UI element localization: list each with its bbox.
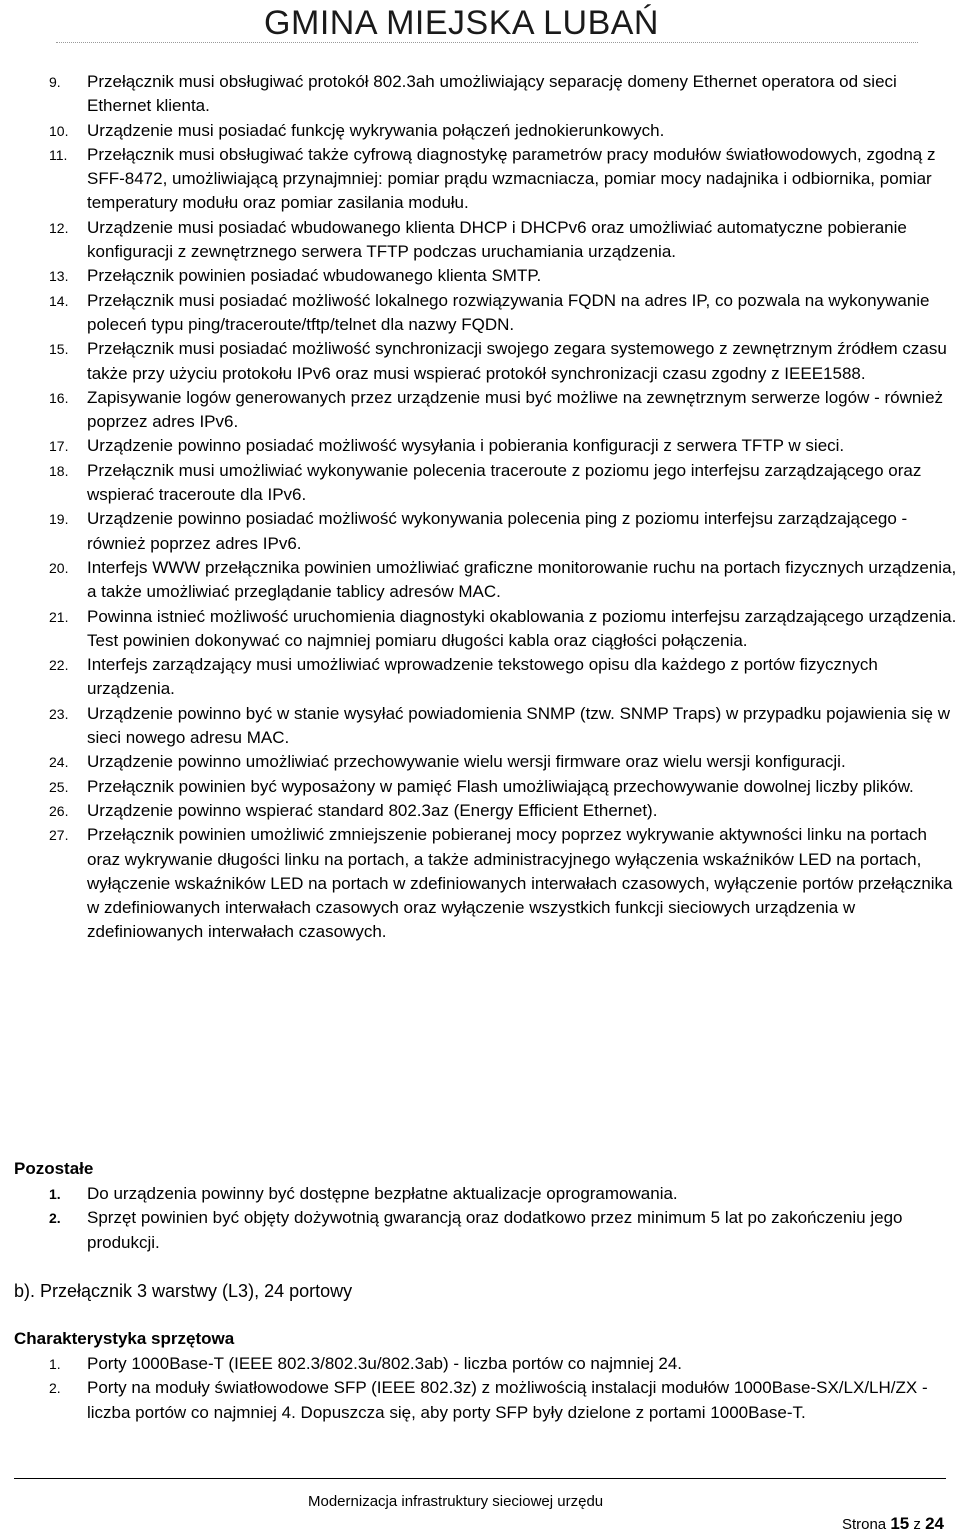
list-item [0,216,957,265]
page-total: 24 [925,1514,944,1533]
item-text: Interfejs zarządzający musi umożliwiać wprowadzenie tekstowego opisu dla każdego z portów fizycznych urządzenia. [87,655,878,699]
page-prefix: Strona [841,1516,887,1533]
item-number: 15. [49,341,69,358]
item-text: Porty 1000Base-T (IEEE 802.3/802.3u/802.3ab) - liczba portów co najmniej 24. [87,1354,683,1373]
item-text: Porty na moduły światłowodowe SFP (IEEE 802.3z) z możliwością instalacji modułów 1000Base-SX/LX/LH/ZX - liczba portów co najmniej 4. Dopuszcza się, aby porty SFP były dzielone z portami 1000Base-T. [87,1378,928,1422]
item-text: Przełącznik musi obsługiwać także cyfrową diagnostykę parametrów pracy modułów światłowodowych, zgodną z SFF-8472, umożliwiającą przynajmniej: pomiar prądu wzmacniacza, pomiar mocy nadajnika i odbiornika, pomiar temperatury modułu oraz pomiar zasilania modułu. [87,144,936,213]
list-item [0,605,957,654]
item-number: 17. [49,438,69,455]
list-item [0,556,957,605]
list-item [0,1182,957,1206]
subsection-title: b). Przełącznik 3 warstwy (L3), 24 portowy [14,1281,353,1301]
list-item [0,1206,957,1255]
item-number: 11. [49,146,68,163]
section-heading-pozostale: Pozostałe [14,1159,94,1178]
pozostale-list [0,1182,957,1255]
item-text: Urządzenie powinno wspierać standard 802.3az (Energy Efficient Ethernet). [87,800,658,820]
footer-divider [14,1478,946,1479]
item-number: 2. [49,1210,61,1227]
requirements-list [0,70,960,945]
list-item [0,1376,957,1425]
list-item [0,775,957,799]
item-text: Przełącznik musi obsługiwać protokół 802.3ah umożliwiający separację domeny Ethernet operatora od sieci Ethernet klienta. [87,72,897,116]
item-number: 1. [49,1186,61,1202]
section-heading-charakterystyka: Charakterystyka sprzętowa [14,1329,235,1348]
list-item [0,434,957,458]
item-number: 25. [49,778,69,795]
list-item [0,337,957,386]
item-text: Urządzenie musi posiadać funkcję wykrywania połączeń jednokierunkowych. [87,120,665,140]
item-number: 10. [49,122,69,139]
item-number: 14. [49,292,69,309]
item-text: Urządzenie powinno posiadać możliwość wykonywania polecenia ping z poziomu interfejsu zarządzającego - również poprzez adres IPv6. [87,509,908,553]
item-text: Przełącznik musi posiadać możliwość lokalnego rozwiązywania FQDN na adres IP, co pozwala na wykonywanie poleceń typu ping/traceroute/tftp/telnet dla nazwy FQDN. [87,290,930,334]
item-text: Urządzenie musi posiadać wbudowanego klienta DHCP i DHCPv6 oraz umożliwiać automatyczne pobieranie konfiguracji z zewnętrznego serwera TFTP podczas uruchamiania urządzenia. [87,217,907,262]
item-text: Zapisywanie logów generowanych przez urządzenie musi być możliwe na zewnętrznym serwerze logów - również poprzez adres IPv6. [87,387,944,432]
item-number: 21. [49,608,69,625]
item-number: 26. [49,802,69,819]
page-header-title: GMINA MIEJSKA LUBAŃ [264,4,659,42]
item-number: 23. [49,705,69,722]
list-item [0,750,957,774]
list-item [0,653,960,702]
item-number: 2. [49,1380,61,1397]
item-text: Przełącznik powinien umożliwić zmniejszenie pobieranej mocy poprzez wykrywanie aktywności linku na portach oraz wykrywanie długości linku na portach, a także administracyjnego wyłączenia wskaźników LED na portach, wyłączenie wskaźników LED na portach w zdefiniowanych interwałach czasowych, wyłączenie portów przełącznika w zdefiniowanych interwałach czasowych oraz wyłączenie wszystkich funkcji sieciowych urządzenia w zdefiniowanych interwałach czasowych. [87,825,953,942]
item-number: 12. [49,219,69,236]
item-text: Przełącznik musi posiadać możliwość synchronizacji swojego zegara systemowego z zewnętrznym źródłem czasu także przy użyciu protokołu IPv6 oraz musi wspierać protokół synchronizacji czasu zgodny z IEEE1588. [87,339,947,383]
item-number: 18. [49,462,69,479]
list-item [0,143,957,216]
item-number: 24. [49,754,69,771]
page-number [842,1514,944,1534]
item-number: 19. [49,511,69,528]
page-current: 15 [890,1514,910,1533]
item-text: Do urządzenia powinny być dostępne bezpłatne aktualizacje oprogramowania. [87,1184,678,1203]
item-number: 20. [49,559,69,576]
list-item [0,702,957,751]
list-item [0,70,957,119]
charakterystyka-list [0,1352,957,1425]
list-item [0,459,957,508]
item-number: 16. [49,389,69,406]
list-item [0,119,957,143]
list-item [0,823,957,944]
item-text: Przełącznik powinien być wyposażony w pamięć Flash umożliwiającą przechowywanie dowolnej liczby plików. [87,776,914,796]
header-divider [56,42,918,43]
list-item [0,386,957,435]
list-item [0,507,957,556]
list-item [0,799,957,823]
list-item [0,1352,957,1376]
item-number: 27. [49,827,69,844]
item-text: Przełącznik powinien posiadać wbudowanego klienta SMTP. [87,266,542,286]
footer-title: Modernizacja infrastruktury sieciowej urzędu [308,1493,604,1510]
item-text: Sprzęt powinien być objęty dożywotnią gwarancją oraz dodatkowo przez minimum 5 lat po zakończeniu jego produkcji. [87,1208,903,1252]
item-text: Powinna istnieć możliwość uruchomienia diagnostyki okablowania z poziomu interfejsu zarządzającego urządzenia. Test powinien dokonywać co najmniej pomiaru długości kabla oraz ciągłości połączenia. [87,606,957,650]
item-number: 9. [49,74,61,90]
item-number: 1. [49,1356,61,1372]
page-separator: z [913,1516,921,1533]
item-text: Urządzenie powinno umożliwiać przechowywanie wielu wersji firmware oraz wielu wersji konfiguracji. [87,752,846,772]
list-item [0,264,957,288]
item-text: Urządzenie powinno być w stanie wysyłać powiadomienia SNMP (tzw. SNMP Traps) w przypadku pojawienia się w sieci nowego adresu MAC. [87,703,950,748]
item-text: Przełącznik musi umożliwiać wykonywanie polecenia traceroute z poziomu jego interfejsu zarządzającego oraz wspierać traceroute dla IPv6. [87,460,922,505]
item-text: Urządzenie powinno posiadać możliwość wysyłania i pobierania konfiguracji z serwera TFTP w sieci. [87,436,845,456]
item-number: 13. [49,268,69,285]
item-text: Interfejs WWW przełącznika powinien umożliwiać graficzne monitorowanie ruchu na portach fizycznych urządzenia, a także umożliwiać przeglądanie tablicy adresów MAC. [87,557,957,602]
list-item [0,289,957,338]
item-number: 22. [49,657,69,674]
